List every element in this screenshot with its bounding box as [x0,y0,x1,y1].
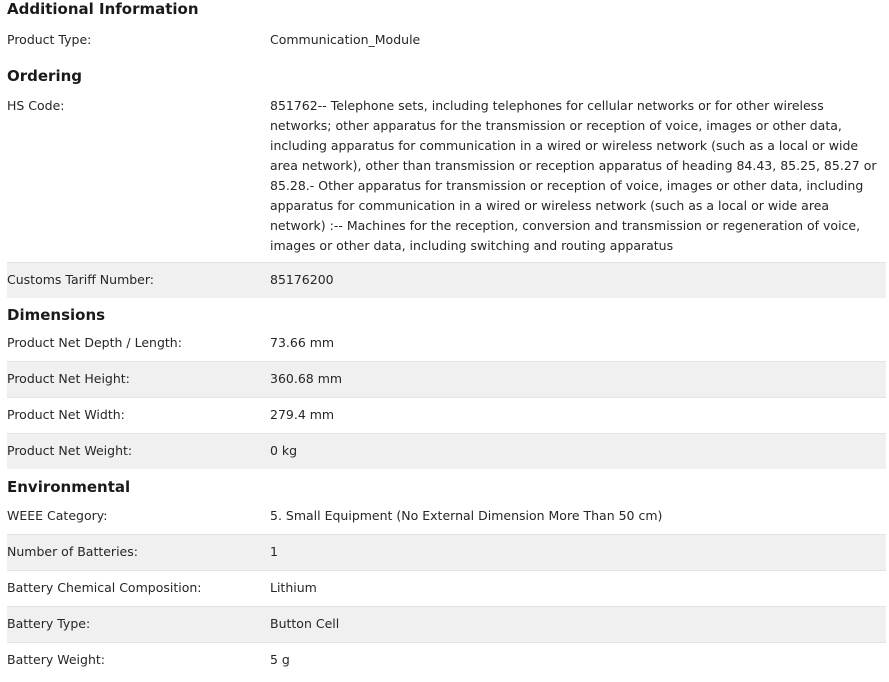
spec-value: 0 kg [270,443,298,458]
spec-value: 360.68 mm [270,371,343,386]
spec-row-height [7,361,886,397]
spec-value: 73.66 mm [270,335,335,350]
spec-value: 85176200 [270,272,334,287]
spec-label: Product Net Weight: [7,443,133,458]
spec-value: 5 g [270,652,290,667]
spec-label: Customs Tariff Number: [7,272,155,287]
spec-label: Number of Batteries: [7,544,138,559]
spec-label: WEEE Category: [7,508,108,523]
section-title: Ordering [7,67,83,85]
spec-row-customs-tariff [7,262,886,298]
spec-row-weight [7,433,886,469]
spec-row-battery-chemistry [7,570,886,606]
spec-row-num-batteries [7,534,886,570]
spec-row-product-type [7,19,886,60]
spec-label: Product Type: [7,32,92,47]
section-dimensions [0,298,886,469]
spec-label: Product Net Width: [7,407,125,422]
spec-row-hs-code [7,86,886,262]
spec-row-battery-type [7,606,886,642]
section-ordering [0,60,886,298]
section-title: Environmental [7,478,131,496]
section-additional-information [0,0,886,60]
spec-value: 851762-- Telephone sets, including telephones for cellular networks or for other wireless networks; other apparatus for the transmission or reception of voice, images or other data, including apparatus for communication in a wired or wireless network (such as a local or wide area network), other than transmission or reception apparatus of heading 84.43, 85.25, 85.27 or 85.28.- Other apparatus for transmission or reception of voice, images or other data, including apparatus for communication in a wired or wireless network (such as a local or wide area network) :-- Machines for the reception, conversion and transmission or regeneration of voice, images or other data, including switching and routing apparatus [270,98,877,253]
spec-value: 1 [270,544,278,559]
spec-value: Lithium [270,580,317,595]
spec-row-depth [7,325,886,361]
spec-label: HS Code: [7,98,65,113]
section-title: Dimensions [7,306,106,324]
spec-row-battery-weight [7,642,886,674]
spec-label: Battery Chemical Composition: [7,580,202,595]
spec-label: Battery Type: [7,616,91,631]
spec-value: 279.4 mm [270,407,335,422]
spec-label: Battery Weight: [7,652,105,667]
spec-row-width [7,397,886,433]
spec-value: 5. Small Equipment (No External Dimension More Than 50 cm) [270,508,663,523]
spec-label: Product Net Height: [7,371,130,386]
spec-row-weee [7,497,886,534]
section-title: Additional Information [7,0,199,18]
spec-value: Communication_Module [270,32,421,47]
spec-value: Button Cell [270,616,340,631]
spec-label: Product Net Depth / Length: [7,335,182,350]
section-environmental [0,469,886,674]
